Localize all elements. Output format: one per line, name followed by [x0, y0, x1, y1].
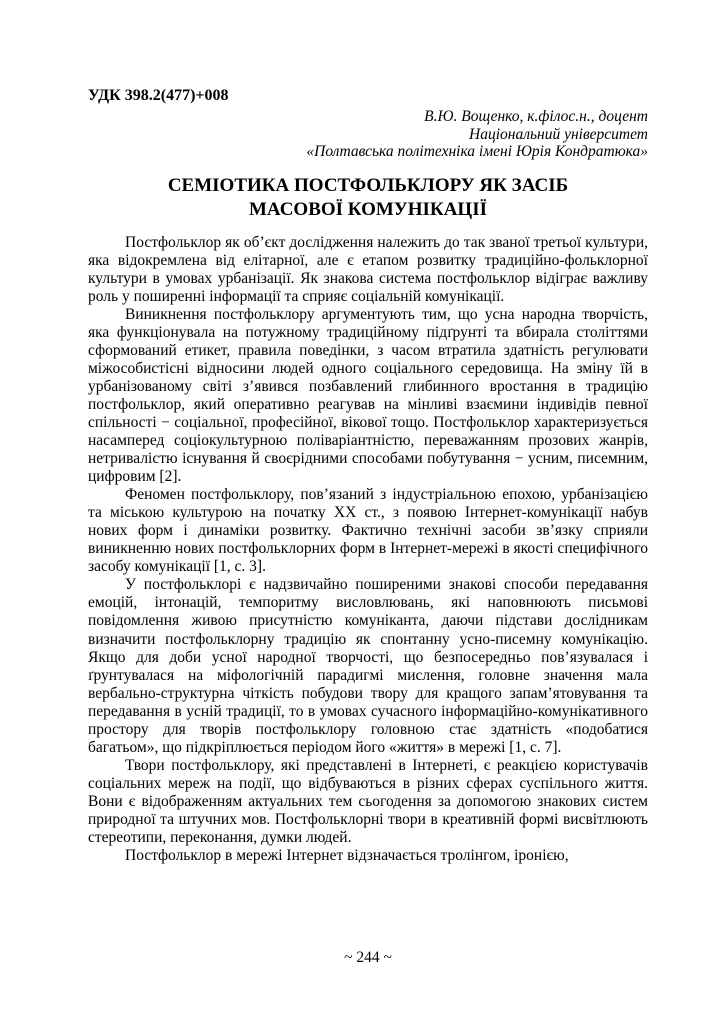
author-affiliation-line2: «Полтавська політехніка імені Юрія Кондратюка» — [306, 143, 648, 160]
article-body — [88, 234, 648, 866]
body-paragraph: У постфольклорі є надзвичайно поширеними знакові способи передавання емоцій, інтонацій, темпоритму висловлювань, які наповнюють письмові повідомлення живою присутністю комуніканта, даючи підстави дослідникам визначити постфольклорну традицію як спонтанну усно-писемну комунікацію. Якщо для доби усної народної творчості, що безпосередньо пов’язувалася і ґрунтувалася на міфологічній парадигмі мислення, головне значення мала вербально-структурна чіткість побудови твору для кращого запам’ятовування та передавання в усній традиції, то в умовах сучасного інформаційно-комунікативного простору для творів постфольклору головною стає здатність «подобатися багатьом», що підкріплюється періодом його «життя» в мережі [1, с. 7]. — [88, 576, 648, 756]
body-paragraph: Феномен постфольклору, пов’язаний з індустріальною епохою, урбанізацією та міською культурою на початку ХХ ст., з появою Інтернет-комунікації набув нових форм і динаміки розвитку. Фактично технічні засоби зв’язку сприяли виникненню нових постфольклорних форм в Інтернет-мережі в якості специфічного засобу комунікації [1, с. 3]. — [88, 486, 648, 576]
udc-code: УДК 398.2(477)+008 — [88, 87, 229, 104]
body-paragraph: Виникнення постфольклору аргументують тим, що усна народна творчість, яка функціонувала на потужному традиційному підґрунті та вбирала століттями сформований етикет, правила поведінки, з часом втратила здатність регулювати міжособистісні відносини людей одного соціального середовища. На зміну їй в урбанізованому світі з’явився позбавлений глибинного вростання в традицію постфольклор, який оперативно реагував на мінливі взаємини індивідів певної спільності − соціальної, професійної, вікової тощо. Постфольклор характеризується насамперед соціокультурною поліваріантністю, переважанням прозових жанрів, нетривалістю існування й своєрідними способами побутування − усним, писемним, цифровим [2]. — [88, 305, 648, 486]
author-affiliation-line1: Національний університет — [469, 125, 648, 143]
paper-title-line2: МАСОВОЇ КОМУНІКАЦІЇ — [248, 198, 487, 220]
author-name: В.Ю. Вощенко, к.філос.н., доцент — [424, 108, 648, 125]
paper-title-line1: СЕМІОТИКА ПОСТФОЛЬКЛОРУ ЯК ЗАСІБ — [167, 174, 569, 196]
paper-title — [88, 174, 648, 222]
body-paragraph: Постфольклор як об’єкт дослідження належить до так званої третьої культури, яка відокремлена від елітарної, але є етапом розвитку традиційно-фольклорної культури в умовах урбанізації. Як знакова система постфольклор відіграє важливу роль у поширенні інформації та сприяє соціальній комунікації. — [88, 233, 648, 305]
body-paragraph: Постфольклор в мережі Інтернет відзначається тролінгом, іронією, — [125, 847, 569, 865]
author-block — [88, 108, 648, 161]
body-paragraph: Твори постфольклору, які представлені в Інтернеті, є реакцією користувачів соціальних мереж на події, що відбуваються в різних сферах суспільного життя. Вони є відображенням актуальних тем сьогодення за допомогою знакових систем природної та штучних мов. Постфольклорні твори в креативній формі висвітлюють стереотипи, переконання, думки людей. — [88, 756, 648, 847]
page-number: ~ 244 ~ — [344, 949, 392, 966]
